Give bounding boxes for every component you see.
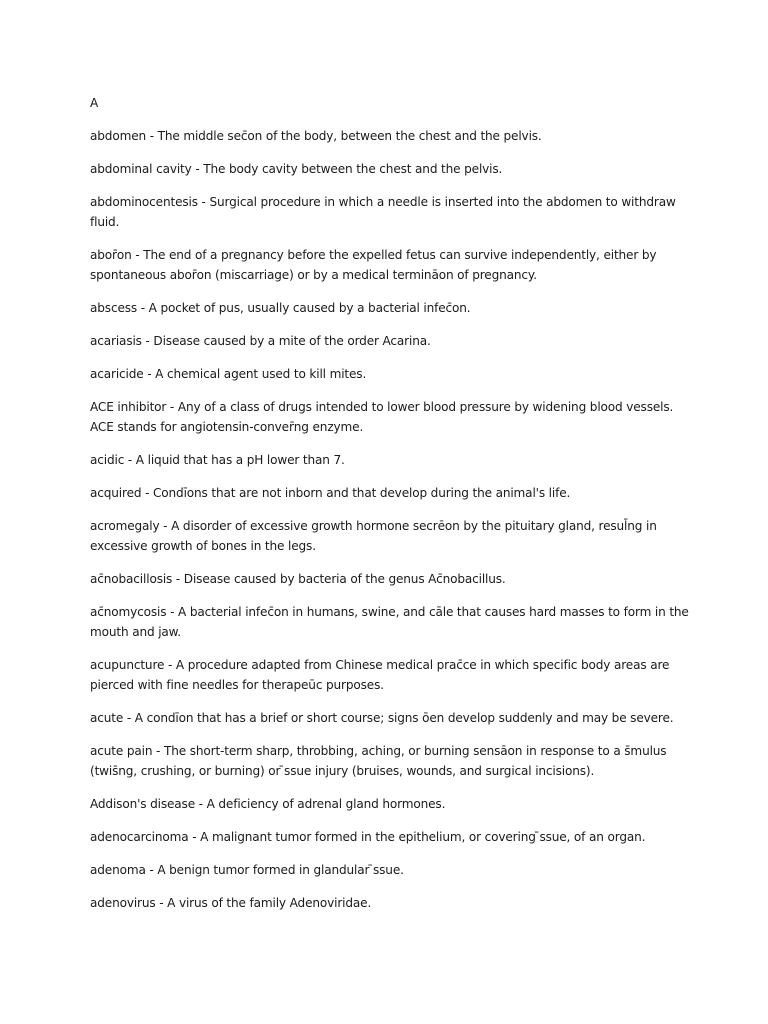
glossary-entry: adenoma - A benign tumor formed in glandular ̄ssue.	[90, 863, 404, 877]
glossary-entry: acupuncture - A procedure adapted from Chinese medical prac̄ce in which specific body areas are pierced with fine needles for therapeūc purposes.	[90, 658, 670, 692]
glossary-entry: acquired - Condīons that are not inborn and that develop during the animal's life.	[90, 486, 571, 500]
glossary-entry: ACE inhibitor - Any of a class of drugs intended to lower blood pressure by widening blood vessels. ACE stands for angiotensin-conver̄ng enzyme.	[90, 400, 674, 434]
glossary-entry: acute - A condīon that has a brief or short course; signs ōen develop suddenly and may be severe.	[90, 711, 674, 725]
glossary-entry: abdominocentesis - Surgical procedure in which a needle is inserted into the abdomen to withdraw fluid.	[90, 195, 676, 229]
glossary-entry: abdominal cavity - The body cavity between the chest and the pelvis.	[90, 162, 503, 176]
glossary-entry: acariasis - Disease caused by a mite of the order Acarina.	[90, 334, 431, 348]
glossary-entry: abor̄on - The end of a pregnancy before the expelled fetus can survive independently, either by spontaneous abor̄on (miscarriage) or by a medical termināon of pregnancy.	[90, 248, 657, 282]
glossary-entry: Addison's disease - A deficiency of adrenal gland hormones.	[90, 797, 446, 811]
glossary-entry: abscess - A pocket of pus, usually caused by a bacterial infec̄on.	[90, 301, 471, 315]
glossary-entry: acromegaly - A disorder of excessive growth hormone secrēon by the pituitary gland, resul̄ng in excessive growth of bones in the legs.	[90, 519, 657, 553]
glossary-content	[90, 93, 690, 926]
section-letter-heading: A	[90, 96, 99, 110]
glossary-entry: adenovirus - A virus of the family Adenoviridae.	[90, 896, 372, 910]
glossary-entry: ac̄nomycosis - A bacterial infec̄on in humans, swine, and cāle that causes hard masses to form in the mouth and jaw.	[90, 605, 689, 639]
glossary-entry: acaricide - A chemical agent used to kill mites.	[90, 367, 367, 381]
glossary-entry: acidic - A liquid that has a pH lower than 7.	[90, 453, 345, 467]
glossary-entry: adenocarcinoma - A malignant tumor formed in the epithelium, or covering ̄ssue, of an organ.	[90, 830, 646, 844]
glossary-entry: ac̄nobacillosis - Disease caused by bacteria of the genus Ac̄nobacillus.	[90, 572, 506, 586]
glossary-entry: acute pain - The short-term sharp, throbbing, aching, or burning sensāon in response to a s̄mulus (twis̄ng, crushing, or burning) or ̄ssue injury (bruises, wounds, and surgical incisions).	[90, 744, 667, 778]
glossary-entry: abdomen - The middle sec̄on of the body, between the chest and the pelvis.	[90, 129, 542, 143]
